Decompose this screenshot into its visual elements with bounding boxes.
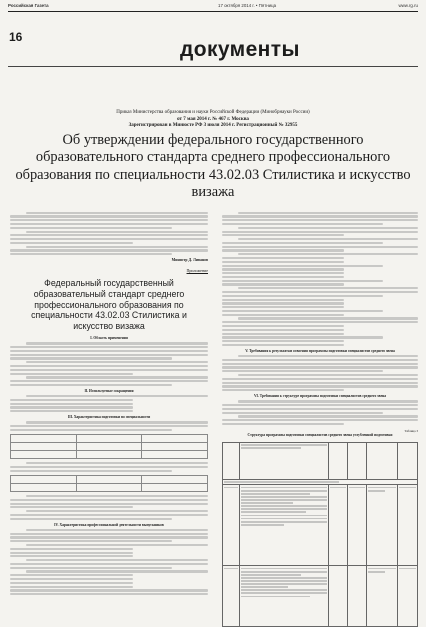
standard-title: Федеральный государственный образовательный стандарт среднего профессионального образования по специальности 43.02.03 Стилистика и искусство визажа xyxy=(31,278,187,331)
order-date: от 7 мая 2014 г. № 467 г. Москва xyxy=(177,116,249,122)
left-column xyxy=(10,210,208,595)
order-header xyxy=(0,110,426,130)
section-heading-2: II. Используемые сокращения xyxy=(84,389,134,394)
section-title: документы xyxy=(180,38,300,61)
section-heading-6: VI. Требования к структуре программы подготовки специалистов среднего звена xyxy=(253,394,387,399)
section-heading-1: I. Область применения xyxy=(90,336,128,341)
section-heading-4: IV. Характеристика профессиональной деятельности выпускников xyxy=(54,522,164,527)
signer: Министр Д. Ливанов xyxy=(171,258,208,263)
page-number: 16 xyxy=(9,30,23,44)
table-number: Таблица 3 xyxy=(404,429,418,433)
program-structure-table xyxy=(222,442,418,627)
newspaper-name: Российская Газета xyxy=(8,3,49,8)
duration-table-advanced xyxy=(10,475,208,492)
document-headline: Об утверждении федерального государственного образовательного стандарта среднего профессионального образования по специальности 43.02.03 Стилистика и искусство визажа xyxy=(15,132,411,201)
masthead-rule xyxy=(8,11,418,12)
issue-date: 17 октября 2014 г. • Пятница xyxy=(218,3,277,8)
section-rule xyxy=(8,66,418,67)
website: www.rg.ru xyxy=(398,3,418,8)
order-registration: Зарегистрирован в Минюсте РФ 3 июля 2014 г. Регистрационный № 32955 xyxy=(128,123,298,129)
right-column xyxy=(222,210,418,428)
duration-table xyxy=(10,434,208,459)
table-title: Структура программы подготовки специалистов среднего звена углубленной подготовки xyxy=(247,433,393,437)
section-heading-3: III. Характеристика подготовки по специальности xyxy=(67,415,151,420)
section-heading-5: V. Требования к результатам освоения программы подготовки специалистов среднего звена xyxy=(245,349,395,354)
order-title: Приказ Министерства образования и науки Российской Федерации (Минобрнауки России) xyxy=(116,110,310,115)
appendix-label: Приложение xyxy=(186,268,208,274)
